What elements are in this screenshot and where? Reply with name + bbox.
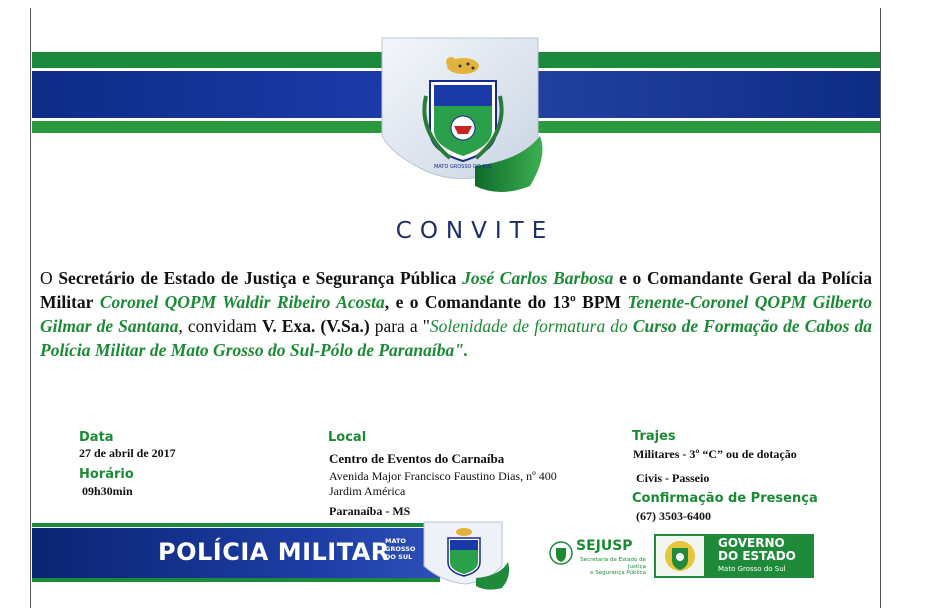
frame-left-line: [30, 8, 31, 608]
date-value: 27 de abril de 2017: [79, 446, 176, 460]
attire-civil: Civis - Passeio: [636, 471, 710, 485]
location-address: Avenida Major Francisco Faustino Dias, nº 400: [329, 469, 557, 483]
attire-label: Trajes: [632, 429, 676, 444]
commander-name: Coronel QOPM Waldir Ribeiro Acosta: [99, 292, 385, 312]
government-logo-text: [718, 537, 796, 563]
pm-small-coat-of-arms: [420, 520, 510, 590]
gov-line: DO ESTADO: [718, 549, 796, 563]
gov-line: GOVERNO: [718, 536, 785, 550]
time-value: 09h30min: [82, 484, 133, 498]
invitation-title: CONVITE: [395, 218, 555, 244]
sejusp-subtitle: [566, 557, 646, 577]
course-name: Curso de Formação de Cabos da Polícia Militar de Mato Grosso do Sul-Pólo de Paranaíba".: [40, 316, 872, 360]
attire-military: Militares - 3º “C” ou de dotação: [633, 447, 797, 461]
text: , convidam: [178, 316, 262, 336]
government-emblem-icon: [656, 536, 704, 576]
sejusp-logo-text: SEJUSP: [576, 538, 633, 554]
pm-logo-state: [385, 537, 415, 561]
text: Secretário de Estado de Justiça e Segurança Pública: [58, 268, 457, 288]
pm-state-line: DO SUL: [385, 553, 413, 561]
footer-stripe-green: [32, 578, 440, 582]
pm-ms-coat-of-arms-flag: [380, 36, 548, 196]
event-name: Solenidade de formatura do: [429, 316, 633, 336]
secretary-name: José Carlos Barbosa: [462, 268, 614, 288]
rsvp-label: Confirmação de Presença: [632, 491, 818, 506]
frame-right-line: [880, 8, 881, 608]
text: para a ": [369, 316, 430, 336]
time-label: Horário: [79, 467, 134, 482]
sejusp-subtitle-line: e Segurança Pública: [590, 570, 646, 576]
text: Comandante do 13º BPM: [424, 292, 622, 312]
location-name: Centro de Eventos do Carnaíba: [329, 451, 505, 466]
text: V. Exa. (V.Sa.): [261, 316, 370, 336]
invitation-body: [40, 266, 872, 362]
pm-logo-text: POLÍCIA MILITAR: [158, 538, 390, 566]
text: e o: [613, 268, 647, 288]
text: Comandante Geral da Polícia Militar: [40, 268, 873, 312]
location-district: Jardim América: [329, 484, 406, 498]
footer-stripe-green: [32, 523, 440, 527]
battalion-commander-name: Tenente-Coronel QOPM Gilberto Gilmar de Santana: [40, 292, 872, 336]
text: , e o: [384, 292, 425, 312]
pm-state-line: MATO: [385, 537, 406, 545]
sejusp-subtitle-line: Secretaria de Estado de Justiça: [580, 557, 646, 570]
location-city: Paranaíba - MS: [329, 504, 411, 518]
government-state-text: Mato Grosso do Sul: [718, 565, 786, 573]
pm-state-line: GROSSO: [385, 545, 416, 553]
rsvp-phone: (67) 3503-6400: [636, 509, 711, 523]
location-label: Local: [328, 430, 367, 445]
flag-motto: MATO GROSSO DO SUL: [433, 164, 493, 170]
text: O: [40, 268, 59, 288]
date-label: Data: [79, 430, 114, 445]
